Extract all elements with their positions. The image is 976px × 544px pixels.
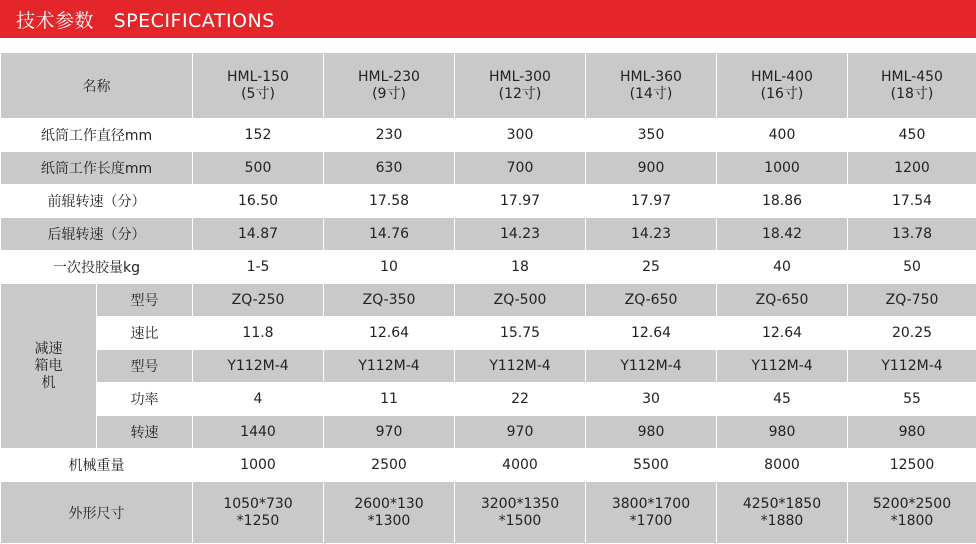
table-cell: 12.64 bbox=[324, 317, 455, 350]
table-row bbox=[1, 218, 976, 251]
table-cell: 500 bbox=[193, 152, 324, 185]
row-label: 外形尺寸 bbox=[1, 482, 193, 544]
table-cell: 22 bbox=[455, 383, 586, 416]
table-cell: 17.58 bbox=[324, 185, 455, 218]
table-cell: ZQ-650 bbox=[717, 284, 848, 317]
table-cell: 5200*2500 *1800 bbox=[848, 482, 976, 544]
table-cell: Y112M-4 bbox=[455, 350, 586, 383]
table-cell: 350 bbox=[586, 119, 717, 152]
table-cell: 1050*730 *1250 bbox=[193, 482, 324, 544]
table-cell: 17.97 bbox=[586, 185, 717, 218]
table-cell: 11.8 bbox=[193, 317, 324, 350]
banner-gap bbox=[0, 38, 976, 52]
table-cell: 45 bbox=[717, 383, 848, 416]
table-cell: 30 bbox=[586, 383, 717, 416]
table-cell: 4 bbox=[193, 383, 324, 416]
row-label: 纸筒工作长度mm bbox=[1, 152, 193, 185]
table-cell: 40 bbox=[717, 251, 848, 284]
table-cell: 1200 bbox=[848, 152, 976, 185]
table-cell: 20.25 bbox=[848, 317, 976, 350]
table-cell: 1000 bbox=[717, 152, 848, 185]
table-cell: 980 bbox=[717, 416, 848, 449]
table-cell: 1-5 bbox=[193, 251, 324, 284]
table-cell: 11 bbox=[324, 383, 455, 416]
table-cell: 2500 bbox=[324, 449, 455, 482]
table-cell: 230 bbox=[324, 119, 455, 152]
table-cell: 14.23 bbox=[586, 218, 717, 251]
table-cell: Y112M-4 bbox=[324, 350, 455, 383]
row-label: 纸筒工作直径mm bbox=[1, 119, 193, 152]
table-cell: ZQ-750 bbox=[848, 284, 976, 317]
table-row bbox=[1, 53, 976, 119]
table-cell: 12.64 bbox=[717, 317, 848, 350]
model-header: HML-450 (18寸) bbox=[848, 53, 976, 119]
table-cell: 18 bbox=[455, 251, 586, 284]
table-cell: 300 bbox=[455, 119, 586, 152]
model-header: HML-360 (14寸) bbox=[586, 53, 717, 119]
table-cell: Y112M-4 bbox=[193, 350, 324, 383]
table-cell: 15.75 bbox=[455, 317, 586, 350]
table-row bbox=[1, 383, 976, 416]
table-cell: 55 bbox=[848, 383, 976, 416]
table-row bbox=[1, 350, 976, 383]
table-cell: 970 bbox=[324, 416, 455, 449]
model-header: HML-230 (9寸) bbox=[324, 53, 455, 119]
table-cell: ZQ-350 bbox=[324, 284, 455, 317]
model-header: HML-150 (5寸) bbox=[193, 53, 324, 119]
table-cell: 18.86 bbox=[717, 185, 848, 218]
sub-label: 速比 bbox=[97, 317, 193, 350]
row-label: 后辊转速（分） bbox=[1, 218, 193, 251]
table-row bbox=[1, 317, 976, 350]
table-cell: 152 bbox=[193, 119, 324, 152]
table-cell: 3200*1350 *1500 bbox=[455, 482, 586, 544]
table-cell: 8000 bbox=[717, 449, 848, 482]
table-cell: ZQ-500 bbox=[455, 284, 586, 317]
sub-label: 型号 bbox=[97, 284, 193, 317]
table-cell: 14.23 bbox=[455, 218, 586, 251]
table-cell: 700 bbox=[455, 152, 586, 185]
table-row bbox=[1, 185, 976, 218]
table-cell: 5500 bbox=[586, 449, 717, 482]
table-cell: 4250*1850 *1880 bbox=[717, 482, 848, 544]
table-cell: 10 bbox=[324, 251, 455, 284]
model-header: HML-400 (16寸) bbox=[717, 53, 848, 119]
table-cell: 1000 bbox=[193, 449, 324, 482]
table-cell: 630 bbox=[324, 152, 455, 185]
table-cell: 50 bbox=[848, 251, 976, 284]
table-cell: ZQ-650 bbox=[586, 284, 717, 317]
table-cell: 12500 bbox=[848, 449, 976, 482]
table-row bbox=[1, 152, 976, 185]
row-label: 机械重量 bbox=[1, 449, 193, 482]
table-cell: ZQ-250 bbox=[193, 284, 324, 317]
model-header: HML-300 (12寸) bbox=[455, 53, 586, 119]
table-cell: 14.87 bbox=[193, 218, 324, 251]
table-cell: 17.54 bbox=[848, 185, 976, 218]
table-cell: Y112M-4 bbox=[848, 350, 976, 383]
sub-label: 型号 bbox=[97, 350, 193, 383]
table-cell: 980 bbox=[586, 416, 717, 449]
table-row bbox=[1, 449, 976, 482]
row-label: 前辊转速（分） bbox=[1, 185, 193, 218]
table-cell: 980 bbox=[848, 416, 976, 449]
table-cell: 450 bbox=[848, 119, 976, 152]
table-cell: 18.42 bbox=[717, 218, 848, 251]
table-cell: 12.64 bbox=[586, 317, 717, 350]
table-cell: 17.97 bbox=[455, 185, 586, 218]
table-cell: Y112M-4 bbox=[717, 350, 848, 383]
spec-table bbox=[0, 52, 976, 544]
table-cell: 900 bbox=[586, 152, 717, 185]
sub-label: 功率 bbox=[97, 383, 193, 416]
table-cell: 16.50 bbox=[193, 185, 324, 218]
table-cell: 4000 bbox=[455, 449, 586, 482]
table-row bbox=[1, 119, 976, 152]
table-cell: 970 bbox=[455, 416, 586, 449]
table-cell: Y112M-4 bbox=[586, 350, 717, 383]
group-label: 减速 箱电 机 bbox=[1, 284, 97, 449]
name-header: 名称 bbox=[1, 53, 193, 119]
sub-label: 转速 bbox=[97, 416, 193, 449]
table-cell: 13.78 bbox=[848, 218, 976, 251]
table-row bbox=[1, 482, 976, 544]
table-row bbox=[1, 251, 976, 284]
table-cell: 3800*1700 *1700 bbox=[586, 482, 717, 544]
row-label: 一次投胶量kg bbox=[1, 251, 193, 284]
table-cell: 2600*130 *1300 bbox=[324, 482, 455, 544]
table-cell: 14.76 bbox=[324, 218, 455, 251]
table-cell: 400 bbox=[717, 119, 848, 152]
table-cell: 25 bbox=[586, 251, 717, 284]
page-title: 技术参数 SPECIFICATIONS bbox=[16, 10, 275, 32]
table-cell: 1440 bbox=[193, 416, 324, 449]
table-row bbox=[1, 284, 976, 317]
table-row bbox=[1, 416, 976, 449]
title-banner bbox=[0, 0, 976, 38]
